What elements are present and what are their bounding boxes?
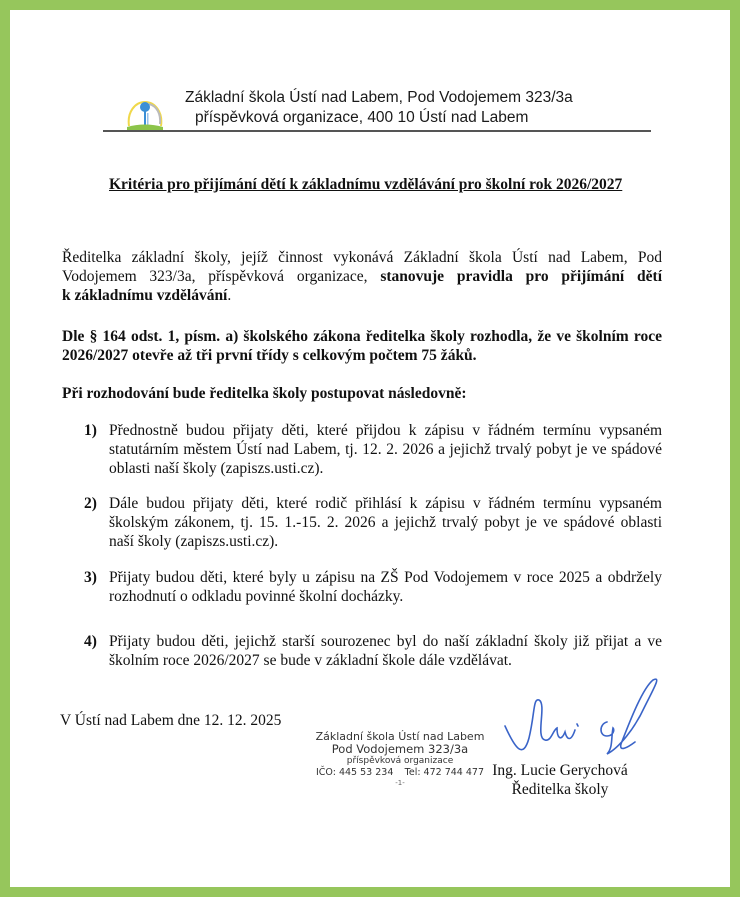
- stamp-school-name: Základní škola Ústí nad Labem: [315, 730, 485, 743]
- intro-line-2: [62, 267, 662, 286]
- intro-line-2-bold: stanovuje pravidla pro přijímání dětí: [380, 268, 663, 285]
- stamp-organization: příspěvková organizace: [346, 756, 454, 766]
- stamp-mark: -1-: [395, 779, 405, 787]
- intro-line-3: [62, 286, 662, 305]
- criterion-number: 3): [84, 569, 97, 586]
- criterion-line: statutárním městem Ústí nad Labem, tj. 12. 2. 2026 a jejichž trvalý pobyt je ve spádové: [109, 441, 662, 458]
- stamp-ico: IČO: 445 53 234: [316, 767, 394, 778]
- intro-line-3-end: .: [227, 287, 232, 304]
- header-organization: příspěvková organizace, 400 10 Ústí nad Labem: [195, 109, 529, 126]
- stamp-contacts: [310, 767, 490, 779]
- decision-line-1: Dle § 164 odst. 1, písm. a) školského zákona ředitelka školy rozhodla, že ve školním roce: [62, 328, 662, 345]
- decision-line-2: 2026/2027 otevře až tři první třídy s celkovým počtem 75 žáků.: [62, 347, 477, 364]
- criterion-line: rozhodnutí o odkladu povinné školní docházky.: [109, 588, 404, 605]
- document-title: Kritéria pro přijímání dětí k základnímu vzdělávání pro školní rok 2026/2027: [109, 176, 623, 193]
- criterion-line: Přijaty budou děti, které byly u zápisu na ZŠ Pod Vodojemem v roce 2025 a obdržely: [109, 569, 662, 586]
- criterion-line: Dále budou přijaty děti, které rodič přihlásí k zápisu v řádném termínu vypsaném: [109, 495, 662, 512]
- header-school-name: Základní škola Ústí nad Labem, Pod Vodojemem 323/3a: [185, 89, 573, 106]
- school-stamp: [310, 730, 490, 788]
- document-page: [10, 10, 730, 887]
- criterion-text: [109, 568, 662, 606]
- criterion-number: 4): [84, 633, 97, 650]
- signer-name: Ing. Lucie Gerychová: [492, 762, 628, 779]
- criterion-text: [109, 421, 662, 478]
- school-logo-icon: [123, 96, 167, 132]
- intro-line-2-text: Vodojemem 323/3a, příspěvková organizace,: [62, 268, 381, 285]
- criterion-text: [109, 494, 662, 551]
- criterion-number: 2): [84, 495, 97, 512]
- handwritten-signature: [495, 668, 665, 768]
- stamp-phone: Tel: 472 744 477: [404, 767, 484, 778]
- criteria-heading: Při rozhodování bude ředitelka školy postupovat následovně:: [62, 385, 467, 402]
- decision-paragraph: [62, 327, 662, 365]
- stamp-address: Pod Vodojemem 323/3a: [331, 742, 469, 756]
- criterion-line: naší školy (zapiszs.usti.cz).: [109, 533, 279, 550]
- header-divider: [103, 130, 651, 132]
- criterion-text: [109, 632, 662, 670]
- criterion-line: školským zákonem, tj. 15. 1.-15. 2. 2026 a jejichž trvalý pobyt je ve spádové oblasti: [109, 514, 662, 531]
- signer-role: Ředitelka školy: [511, 781, 609, 798]
- criterion-line: oblasti naší školy (zapiszs.usti.cz).: [109, 460, 324, 477]
- intro-paragraph: [62, 248, 662, 305]
- intro-line-3-bold: k základnímu vzdělávání: [62, 287, 228, 304]
- criterion-number: 1): [84, 422, 97, 439]
- criterion-line: školním roce 2026/2027 se bude v základní škole dále vzdělávat.: [109, 652, 512, 669]
- criterion-line: Přednostně budou přijaty děti, které přijdou k zápisu v řádném termínu vypsaném: [109, 422, 662, 439]
- place-and-date: V Ústí nad Labem dne 12. 12. 2025: [60, 712, 282, 729]
- intro-line-1: Ředitelka základní školy, jejíž činnost vykonává Základní škola Ústí nad Labem, Pod: [62, 249, 662, 266]
- signer-block: [485, 761, 635, 799]
- criterion-line: Přijaty budou děti, jejichž starší sourozenec byl do naší základní školy již přijat a ve: [109, 633, 662, 650]
